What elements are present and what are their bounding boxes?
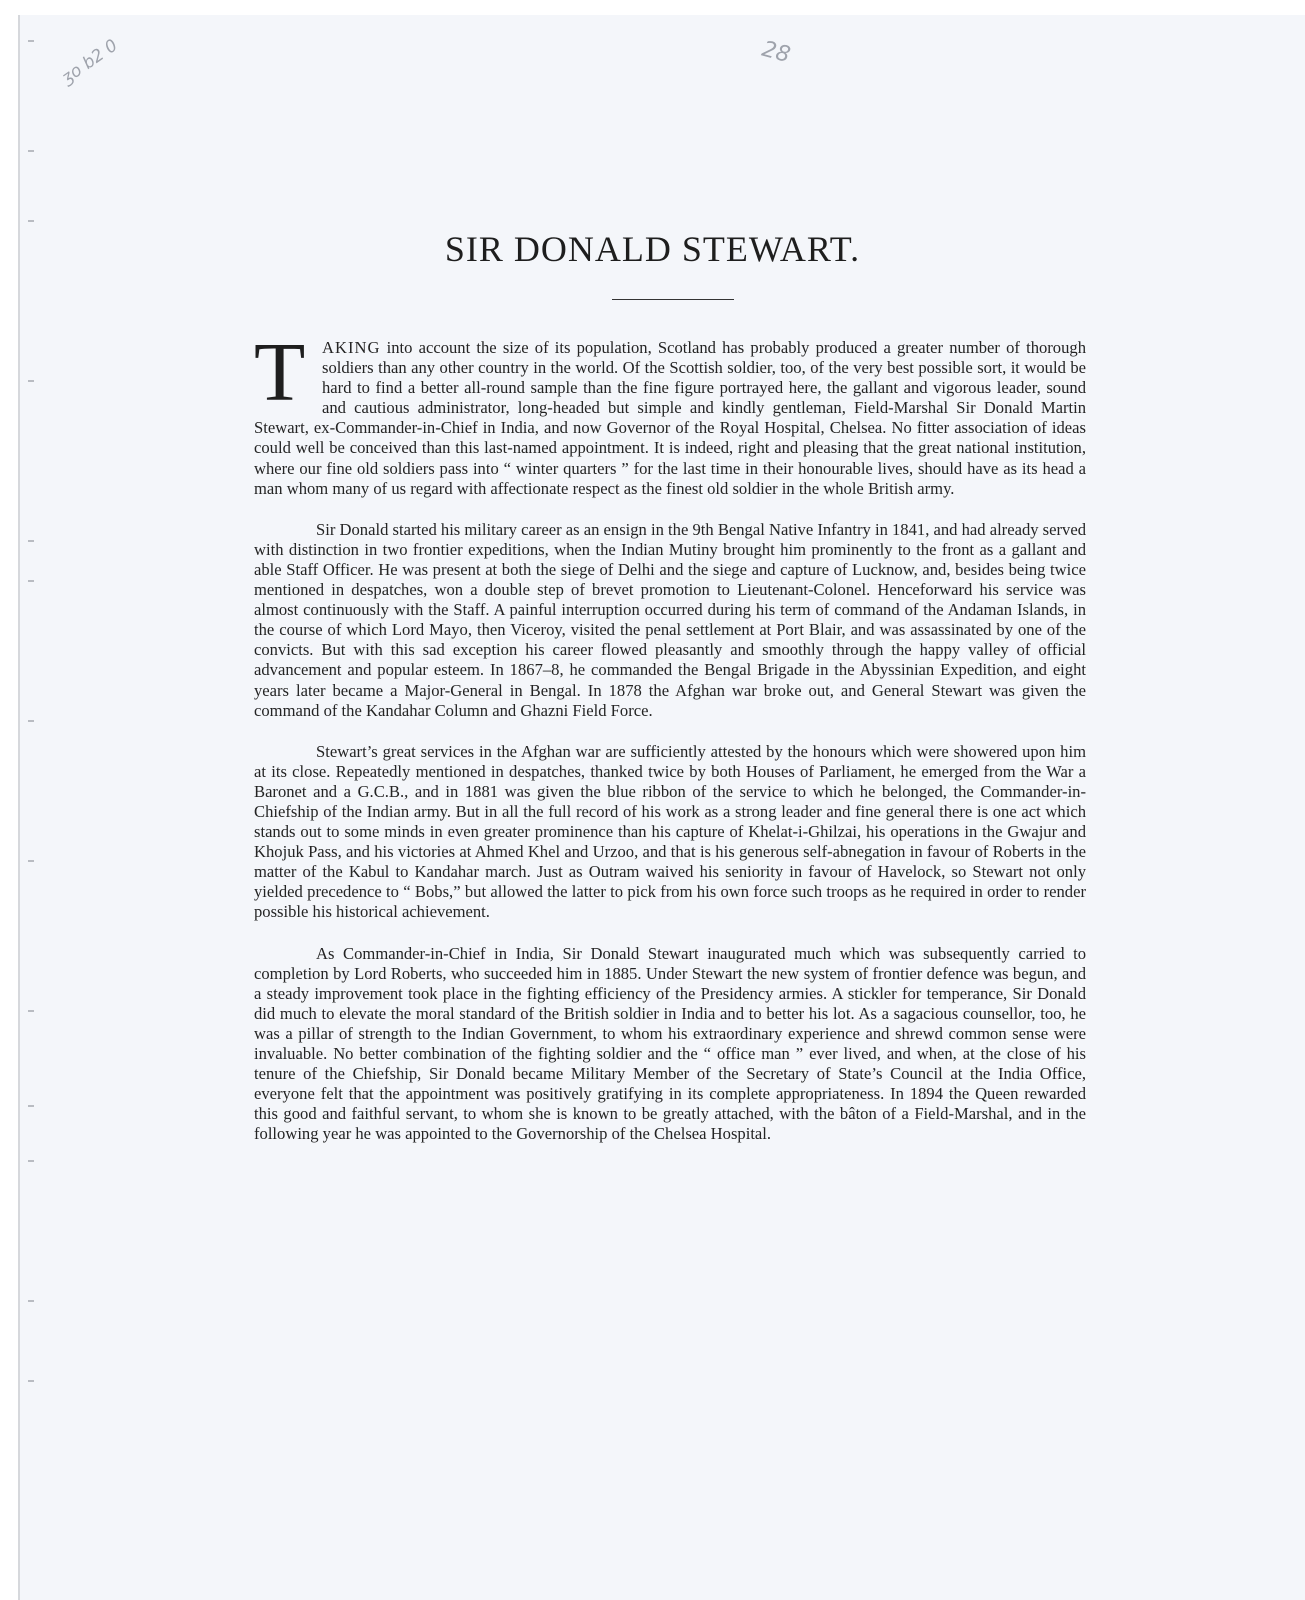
drop-cap: T <box>254 326 306 419</box>
paragraph-3: Stewart’s great services in the Afghan war are sufficiently attested by the honours which were showered upon him at its close. Repeatedly mentioned in despatches, thanked twice by both Houses of Parliament, he emerged from the War a Baronet and a G.C.B., and in 1881 was given the blue ribbon of the service to which he belonged, the Commander-in-Chiefship of the Indian army. But in all the full record of his work as a strong leader and fine general there is one act which stands out to some minds in even greater prominence than his capture of Khelat-i-Ghilzai, his operations in the Gwajur and Khojuk Pass, and his victories at Ahmed Khel and Urzoo, and that is his generous self-abnegation in favour of Roberts in the matter of the Kabul to Kandahar march. Just as Outram waived his seniority in favour of Havelock, so Stewart not only yielded precedence to “ Bobs,” but allowed the latter to pick from his own force such troops as he required in order to render possible his historical achievement. <box>254 741 1086 922</box>
opening-word: AKING <box>322 338 381 357</box>
paragraph-1-text: into account the size of its population, Scotland has probably produced a greater number of thorough soldiers than any other country in the world. Of the Scottish soldier, too, of the very best possible sort, it would be hard to find a better all-round sample than the fine figure portrayed here, the gallant and vigorous leader, sound and cautious administrator, long-headed but simple and kindly gentleman, Field-Marshal Sir Donald Martin Stewart, ex-Commander-in-Chief in India, and now Governor of the Royal Hospital, Chelsea. No fitter association of ideas could well be conceived than this last-named appointment. It is indeed, right and pleasing that the great national institution, where our fine old soldiers pass into “ winter quarters ” for the last time in their honourable lives, should have as its head a man whom many of us regard with affectionate respect as the finest old soldier in the whole British army. <box>254 338 1086 498</box>
article-body <box>254 326 1086 1165</box>
paragraph-1 <box>254 326 1086 499</box>
pencil-annotation-left: ʒo b2 0 <box>58 35 122 89</box>
paragraph-4: As Commander-in-Chief in India, Sir Donald Stewart inaugurated much which was subsequently carried to completion by Lord Roberts, who succeeded him in 1885. Under Stewart the new system of frontier defence was begun, and a steady improvement took place in the fighting efficiency of the Presidency armies. A stickler for temperance, Sir Donald did much to elevate the moral standard of the British soldier in India and to better his lot. As a sagacious counsellor, too, he was a pillar of strength to the Indian Government, to whom his extraordinary experience and shrewd common sense were invaluable. No better combination of the fighting soldier and the “ office man ” ever lived, and when, at the close of his tenure of the Chiefship, Sir Donald became Military Member of the Secretary of State’s Council at the India Office, everyone felt that the appointment was positively gratifying in its complete appropriateness. In 1894 the Queen rewarded this good and faithful servant, to whom she is known to be greatly attached, with the bâton of a Field-Marshal, and in the following year he was appointed to the Governorship of the Chelsea Hospital. <box>254 943 1086 1144</box>
title-rule <box>612 299 734 300</box>
pencil-annotation-right: 28 <box>759 36 793 69</box>
page-title: SIR DONALD STEWART. <box>444 229 861 269</box>
paragraph-2: Sir Donald started his military career as an ensign in the 9th Bengal Native Infantry in 1841, and had already served with distinction in two frontier expeditions, when the Indian Mutiny brought him prominently to the front as a gallant and able Staff Officer. He was present at both the siege of Delhi and the siege and capture of Lucknow, and, besides being twice mentioned in despatches, won a double step of brevet promotion to Lieutenant-Colonel. Henceforward his service was almost continuously with the Staff. A painful interruption occurred during his term of command of the Andaman Islands, in the course of which Lord Mayo, then Viceroy, visited the penal settlement at Port Blair, and was assassinated by one of the convicts. But with this sad exception his career flowed pleasantly and smoothly through the happy valley of official advancement and popular esteem. In 1867–8, he commanded the Bengal Brigade in the Abyssinian Expedition, and eight years later became a Major-General in Bengal. In 1878 the Afghan war broke out, and General Stewart was given the command of the Kandahar Column and Ghazni Field Force. <box>254 519 1086 720</box>
